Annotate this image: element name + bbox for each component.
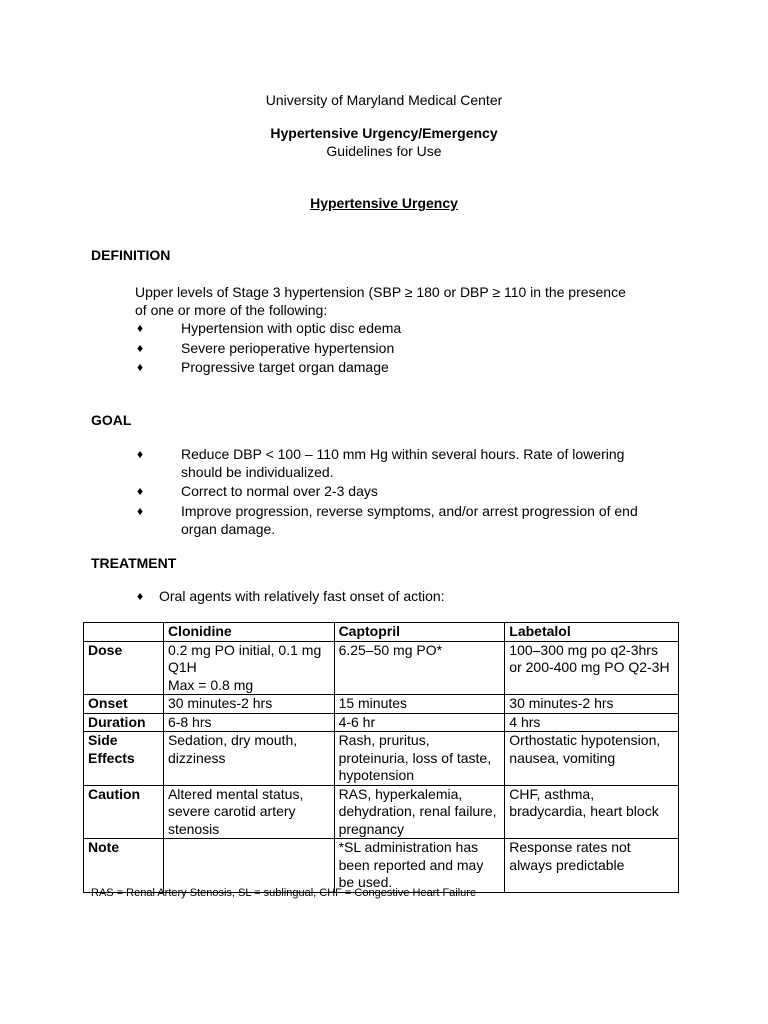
row-label: Duration: [84, 713, 164, 732]
treatment-bullet-text: Oral agents with relatively fast onset of action:: [159, 588, 445, 604]
row-label: Caution: [84, 785, 164, 839]
row-label: Onset: [84, 695, 164, 714]
drug-comparison-table: [83, 622, 679, 893]
table-cell: 4-6 hr: [334, 713, 505, 732]
definition-item: Progressive target organ damage: [181, 359, 389, 375]
table-cell: RAS, hyperkalemia, dehydration, renal failure, pregnancy: [334, 785, 505, 839]
definition-item: Hypertension with optic disc edema: [181, 320, 402, 336]
table-row: [84, 785, 679, 839]
table-cell: CHF, asthma, bradycardia, heart block: [505, 785, 679, 839]
institution-name: University of Maryland Medical Center: [265, 92, 503, 108]
table-cell: *SL administration has been reported and may be used.: [334, 839, 505, 893]
definition-intro-line1: Upper levels of Stage 3 hypertension (SBP ≥ 180 or DBP ≥ 110 in the presence: [135, 284, 626, 300]
bullet-icon: ♦: [137, 321, 144, 335]
bullet-icon: ♦: [137, 504, 144, 518]
table-row: [84, 695, 679, 714]
goal-item-line2: should be individualized.: [181, 464, 334, 480]
table-cell: Response rates not always predictable: [505, 839, 679, 893]
table-cell: 30 minutes-2 hrs: [163, 695, 334, 714]
table-cell: Altered mental status, severe carotid artery stenosis: [163, 785, 334, 839]
table-cell: 6.25–50 mg PO*: [334, 641, 505, 695]
goal-item-line1: Reduce DBP < 100 – 110 mm Hg within several hours. Rate of lowering: [181, 446, 625, 462]
document-subtitle: Guidelines for Use: [326, 143, 442, 159]
bullet-icon: ♦: [137, 484, 144, 498]
definition-heading: DEFINITION: [91, 247, 171, 263]
table-row: [84, 641, 679, 695]
table-cell: [163, 839, 334, 893]
definition-intro-line2: of one or more of the following:: [135, 302, 328, 318]
table-cell: 30 minutes-2 hrs: [505, 695, 679, 714]
table-header-row: [84, 623, 679, 642]
treatment-heading: TREATMENT: [91, 555, 177, 571]
column-header: [84, 623, 164, 642]
table-cell: 15 minutes: [334, 695, 505, 714]
goal-item-line1: Correct to normal over 2-3 days: [181, 483, 378, 499]
table-cell: 6-8 hrs: [163, 713, 334, 732]
table-row: [84, 732, 679, 786]
goal-heading: GOAL: [91, 412, 132, 428]
table-cell: Sedation, dry mouth, dizziness: [163, 732, 334, 786]
row-label: Dose: [84, 641, 164, 695]
bullet-icon: ♦: [137, 447, 144, 461]
bullet-icon: ♦: [137, 341, 144, 355]
goal-item-line1: Improve progression, reverse symptoms, and/or arrest progression of end: [181, 503, 638, 519]
table-row: [84, 839, 679, 893]
table-cell: 100–300 mg po q2-3hrs or 200-400 mg PO Q2-3H: [505, 641, 679, 695]
table-cell: Orthostatic hypotension, nausea, vomiting: [505, 732, 679, 786]
section-title: Hypertensive Urgency: [310, 195, 458, 211]
table-footnote: RAS = Renal Artery Stenosis, SL = sublingual, CHF = Congestive Heart Failure: [91, 887, 477, 899]
row-label: Side Effects: [84, 732, 164, 786]
table-cell: 0.2 mg PO initial, 0.1 mg Q1H Max = 0.8 mg: [163, 641, 334, 695]
document-title: Hypertensive Urgency/Emergency: [270, 125, 498, 141]
section-title-wrap: [0, 195, 768, 212]
bullet-icon: ♦: [137, 589, 144, 603]
row-label: Note: [84, 839, 164, 893]
table-cell: Rash, pruritus, proteinuria, loss of taste, hypotension: [334, 732, 505, 786]
table-cell: 4 hrs: [505, 713, 679, 732]
column-header: Labetalol: [505, 623, 679, 642]
column-header: Clonidine: [163, 623, 334, 642]
definition-item: Severe perioperative hypertension: [181, 340, 395, 356]
bullet-icon: ♦: [137, 360, 144, 374]
column-header: Captopril: [334, 623, 505, 642]
goal-item-line2: organ damage.: [181, 521, 276, 537]
table-row: [84, 713, 679, 732]
